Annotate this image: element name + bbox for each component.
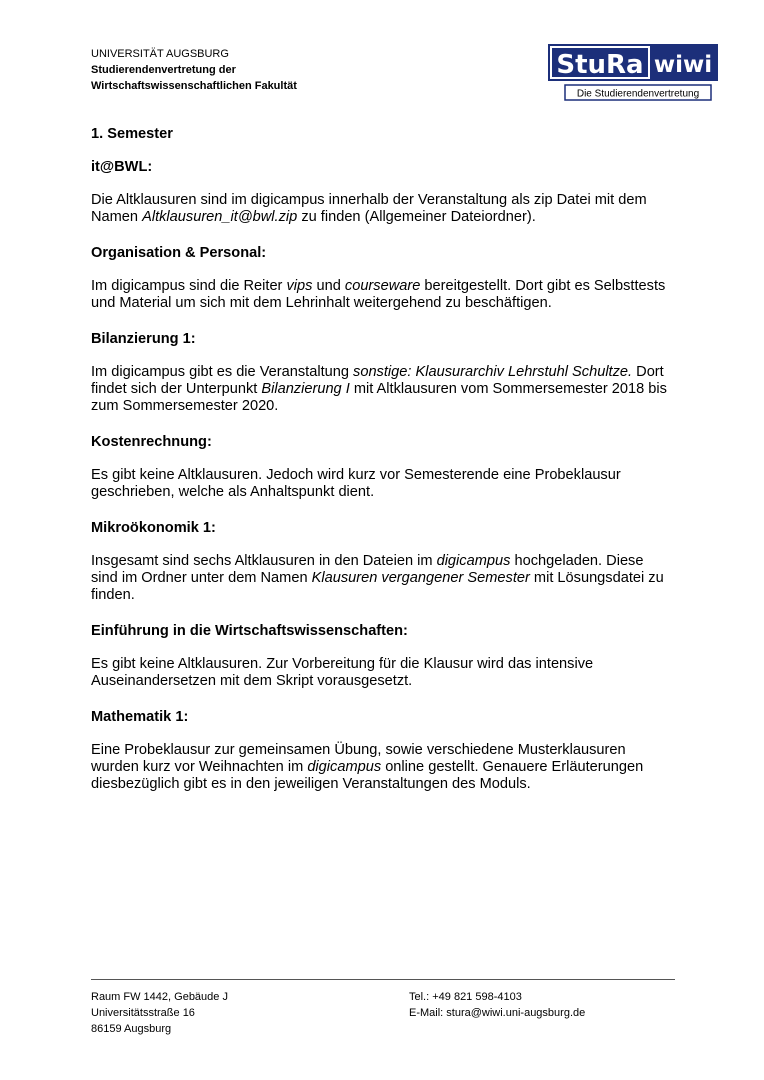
text-run: online gestellt. Genauere Erläuterungen diesbezüglich gibt es in den jeweiligen Veranstaltungen des Moduls. xyxy=(91,759,644,792)
section-paragraph xyxy=(91,364,671,415)
emphasized-term: Bilanzierung I xyxy=(261,381,350,397)
emphasized-term: sonstige: Klausurarchiv Lehrstuhl Schultze. xyxy=(353,364,633,380)
emphasized-term: Klausuren vergangener Semester xyxy=(311,570,530,586)
emphasized-term: digicampus xyxy=(436,553,511,569)
text-run: und xyxy=(312,278,345,294)
section-heading: Organisation & Personal: xyxy=(91,245,267,261)
text-run: Es gibt keine Altklausuren. Zur Vorbereitung für die Klausur wird das intensive Auseinandersetzen mit dem Skript vorausgesetzt. xyxy=(91,656,594,689)
text-run: mit Altklausuren vom Sommersemester 2018 bis zum Sommersemester 2020. xyxy=(91,381,667,414)
letterhead xyxy=(91,46,297,94)
section-heading: it@BWL: xyxy=(91,159,153,175)
section-paragraph xyxy=(91,656,671,690)
text-run: Insgesamt sind sechs Altklausuren in den Dateien im xyxy=(91,553,437,569)
section-heading: Einführung in die Wirtschaftswissenschaften: xyxy=(91,623,408,639)
text-run: Dort findet sich der Unterpunkt xyxy=(91,364,664,397)
footer-contact xyxy=(409,989,585,1021)
section-paragraph xyxy=(91,553,671,604)
emphasized-term: courseware xyxy=(344,278,421,294)
logo-text-wiwi: wiwi xyxy=(653,52,713,78)
footer-phone: Tel.: +49 821 598-4103 xyxy=(409,991,522,1003)
emphasized-term: vips xyxy=(286,278,313,294)
course-sections xyxy=(91,159,671,793)
footer-email[interactable]: E-Mail: stura@wiwi.uni-augsburg.de xyxy=(409,1007,586,1019)
section-heading: Mikroökonomik 1: xyxy=(91,520,216,536)
page-title: 1. Semester xyxy=(91,126,173,142)
org-line-1: Studierendenvertretung der xyxy=(91,64,236,76)
footer-address-line-2: Universitätsstraße 16 xyxy=(91,1007,195,1019)
section-paragraph xyxy=(91,742,671,793)
text-run: Eine Probeklausur zur gemeinsamen Übung, sowie verschiedene Musterklausuren wurden kurz vor Weihnachten im xyxy=(91,742,626,775)
university-name: UNIVERSITÄT AUGSBURG xyxy=(91,48,229,60)
stura-wiwi-logo xyxy=(547,43,719,103)
text-run: Es gibt keine Altklausuren. Jedoch wird kurz vor Semesterende eine Probeklausur geschrieben, welche als Anhaltspunkt dient. xyxy=(91,467,621,500)
text-run: zu finden (Allgemeiner Dateiordner). xyxy=(297,209,536,225)
footer-address xyxy=(91,989,228,1037)
footer-address-line-1: Raum FW 1442, Gebäude J xyxy=(91,991,228,1003)
text-run: Die Altklausuren sind im digicampus innerhalb der Veranstaltung als zip Datei mit dem Namen xyxy=(91,192,647,225)
logo-text-stura: StuRa xyxy=(556,50,644,80)
section-heading: Bilanzierung 1: xyxy=(91,331,196,347)
text-run: Im digicampus sind die Reiter xyxy=(91,278,287,294)
footer-address-line-3: 86159 Augsburg xyxy=(91,1023,172,1035)
document-body xyxy=(91,126,671,812)
logo-tagline: Die Studierendenvertretung xyxy=(576,88,700,100)
org-line-2: Wirtschaftswissenschaftlichen Fakultät xyxy=(91,80,297,92)
text-run: Im digicampus gibt es die Veranstaltung xyxy=(91,364,354,380)
section-heading: Mathematik 1: xyxy=(91,709,189,725)
text-run: mit Lösungsdatei zu finden. xyxy=(91,570,664,603)
section-paragraph xyxy=(91,192,671,226)
emphasized-term: Altklausuren_it@bwl.zip xyxy=(142,209,298,225)
footer-divider xyxy=(91,979,675,980)
text-run: bereitgestellt. Dort gibt es Selbsttests und Material um sich mit dem Lehrinhalt weitergehend zu beschäftigen. xyxy=(91,278,666,311)
section-paragraph xyxy=(91,278,671,312)
emphasized-term: digicampus xyxy=(307,759,382,775)
section-paragraph xyxy=(91,467,671,501)
section-heading: Kostenrechnung: xyxy=(91,434,212,450)
text-run: hochgeladen. Diese sind im Ordner unter dem Namen xyxy=(91,553,644,586)
